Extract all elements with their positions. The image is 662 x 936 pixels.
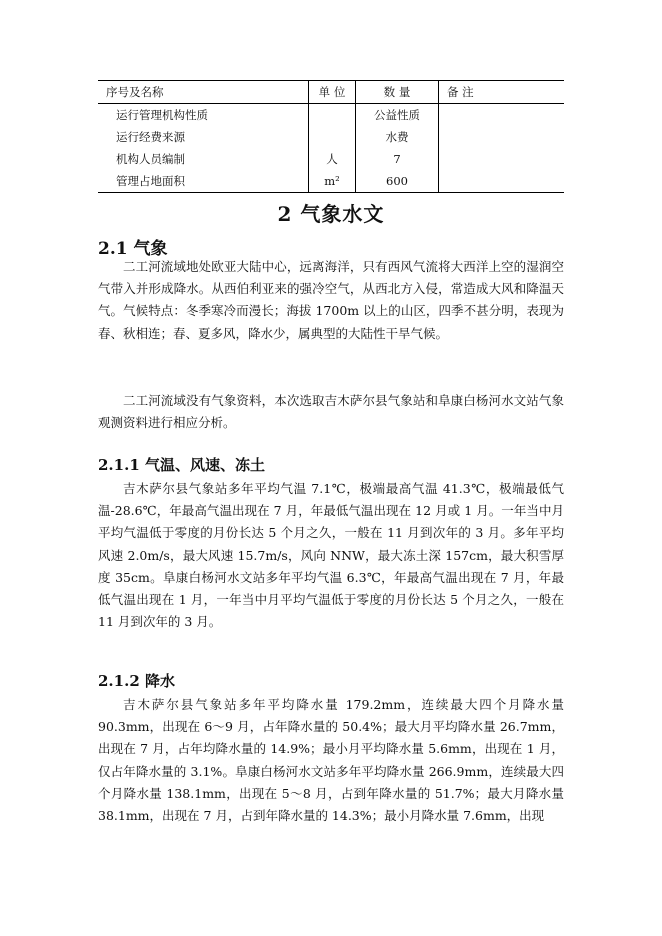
header-remark: 备 注: [439, 81, 565, 104]
paragraph-climate-overview: 二工河流域地处欧亚大陆中心，远离海洋，只有西风气流将大西洋上空的湿润空气带入并形成降水。从西伯利亚来的强冷空气，从西北方入侵，常造成大风和降温天气。气候特点：冬季寒冷而漫长；海拔 1700m 以上的山区，四季不甚分明，表现为春、秋相连；春、夏多风，降水少，属典型的大陆性干旱气候。: [98, 259, 564, 341]
chapter-title: 2 气象水文: [277, 202, 385, 226]
section-2-1-title: 2.1 气象: [98, 239, 168, 259]
row-name: 机构人员编制: [116, 152, 185, 166]
row-unit: m²: [309, 170, 356, 193]
row-quantity: 公益性质: [356, 104, 439, 127]
section-2-1-2-title: 2.1.2 降水: [98, 672, 175, 690]
table-row: [98, 170, 564, 193]
table-header-row: [98, 81, 564, 104]
row-unit: 人: [309, 148, 356, 170]
management-table: [98, 80, 564, 193]
paragraph-precipitation: 吉木萨尔县气象站多年平均降水量 179.2mm，连续最大四个月降水量 90.3mm，出现在 6～9 月，占年降水量的 50.4%；最大月平均降水量 26.7mm，出现在 7 月，占年均降水量的 14.9%；最小月平均降水量 5.6mm，出现在 1 月，仅占年降水量的 3.1%。阜康白杨河水文站多年平均降水量 266.9mm，连续最大四个月降水量 138.1mm，出现在 5～8 月，占到年降水量的 51.7%；最大月降水量 38.1mm，出现在 7 月，占到年降水量的 14.3%；最小月降水量 7.6mm，出现: [98, 697, 564, 824]
section-2-1-1-title: 2.1.1 气温、风速、冻土: [98, 456, 265, 474]
row-name: 管理占地面积: [98, 170, 309, 193]
row-remark: [439, 104, 565, 127]
header-unit: 单 位: [309, 81, 356, 104]
row-quantity: 水费: [356, 126, 439, 148]
row-name: 运行管理机构性质: [116, 108, 208, 122]
row-unit: [309, 126, 356, 148]
row-name: 运行经费来源: [116, 130, 185, 144]
paragraph-data-source: 二工河流域没有气象资料，本次选取吉木萨尔县气象站和阜康白杨河水文站气象观测资料进行相应分析。: [98, 393, 564, 431]
row-quantity: 7: [356, 148, 439, 170]
row-unit: [309, 104, 356, 127]
header-name: 序号及名称: [98, 81, 309, 104]
table-row: [98, 104, 564, 127]
paragraph-temperature: 吉木萨尔县气象站多年平均气温 7.1℃，极端最高气温 41.3℃，极端最低气温-28.6℃，年最高气温出现在 7 月，年最低气温出现在 12 月或 1 月。一年当中月平均气温低于零度的月份长达 5 个月之久，一般在 11 月到次年的 3 月。多年平均风速 2.0m/s，最大风速 15.7m/s，风向 NNW，最大冻土深 157cm，最大积雪厚度 35cm。阜康白杨河水文站多年平均气温 6.3℃，年最高气温出现在 7 月，年最低气温出现在 1 月，一年当中月平均气温低于零度的月份长达 5 个月之久，一般在 11 月到次年的 3 月。: [98, 481, 564, 630]
row-remark: [439, 126, 565, 148]
header-quantity: 数 量: [356, 81, 439, 104]
row-quantity: 600: [356, 170, 439, 193]
row-remark: [439, 170, 565, 193]
table-row: [98, 126, 564, 148]
row-remark: [439, 148, 565, 170]
table-row: [98, 148, 564, 170]
